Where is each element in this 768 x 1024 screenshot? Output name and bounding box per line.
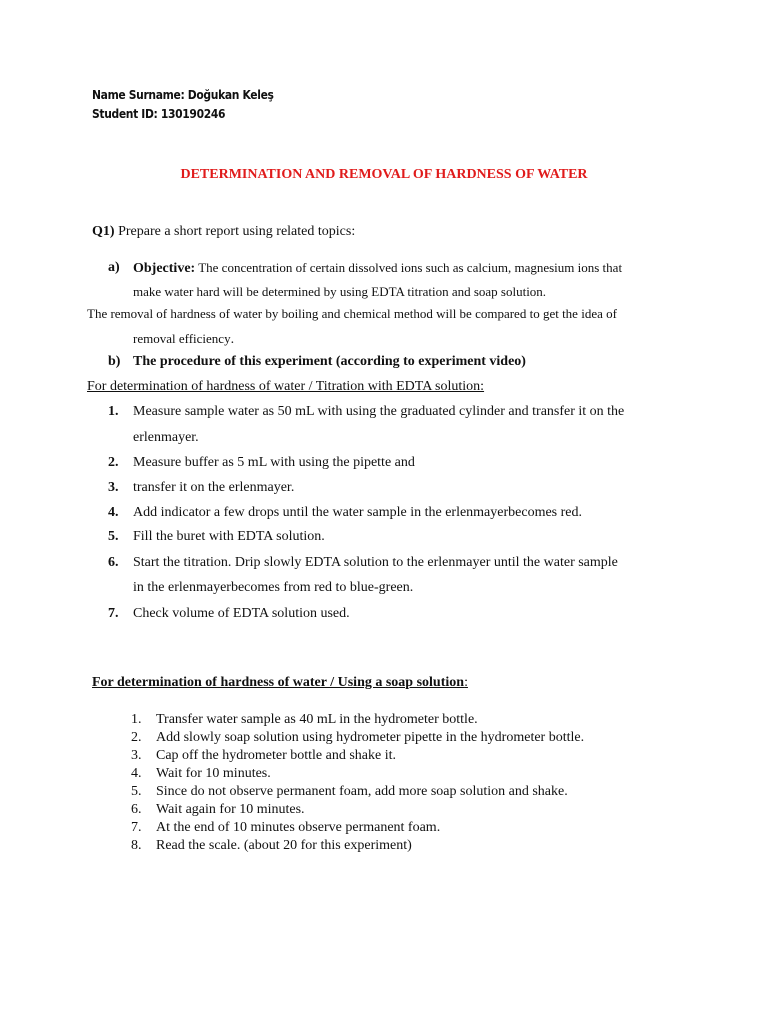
edta-step-6-number: 6. — [108, 555, 119, 570]
soap-section-heading: For determination of hardness of water / Using a soap solution — [92, 675, 465, 690]
edta-step-1-text: Measure sample water as 50 mL with using the graduated cylinder and transfer it on the — [133, 404, 625, 419]
edta-section-heading: For determination of hardness of water / Titration with EDTA solution: — [87, 379, 485, 394]
edta-step-1-number: 1. — [108, 404, 119, 419]
edta-step-5-text: Fill the buret with EDTA solution. — [133, 529, 325, 544]
edta-step-2-text: Measure buffer as 5 mL with using the pipette and — [133, 455, 415, 470]
edta-step-7-number: 7. — [108, 606, 119, 621]
soap-step-3-number: 3. — [131, 748, 142, 763]
soap-step-7-text: At the end of 10 minutes observe permanent foam. — [156, 820, 441, 835]
name-surname-line: Name Surname: Doğukan Keleş — [92, 87, 274, 102]
objective-line-2: make water hard will be determined by using EDTA titration and soap solution. — [133, 284, 547, 299]
procedure-heading: The procedure of this experiment (according to experiment video) — [133, 354, 526, 369]
q1-paren: ) — [109, 224, 115, 239]
objective-label: Objective: — [133, 261, 196, 276]
objective-marker: a) — [108, 260, 120, 275]
objective-text-4: removal efficiency — [133, 331, 231, 346]
q1-label: Q1 — [92, 224, 110, 239]
soap-step-7-number: 7. — [131, 820, 142, 835]
edta-step-1-text-cont: erlenmayer. — [133, 430, 199, 445]
soap-step-2-text: Add slowly soap solution using hydrometer pipette in the hydrometer bottle. — [156, 730, 585, 745]
soap-section-heading-colon: : — [464, 675, 468, 690]
q1-prompt — [92, 224, 355, 240]
student-id-line: Student ID: 130190246 — [92, 106, 226, 121]
objective-text-4-end: . — [230, 332, 235, 347]
soap-step-8-text: Read the scale. (about 20 for this experiment) — [156, 838, 412, 853]
procedure-marker: b) — [108, 354, 121, 369]
edta-step-5-number: 5. — [108, 529, 119, 544]
objective-line-1 — [133, 259, 622, 277]
soap-step-6-number: 6. — [131, 802, 142, 817]
soap-step-8-number: 8. — [131, 838, 142, 853]
edta-step-3-text: transfer it on the erlenmayer. — [133, 480, 295, 495]
objective-line-3: The removal of hardness of water by boiling and chemical method will be compared to get the idea of — [87, 306, 617, 321]
soap-step-3-text: Cap off the hydrometer bottle and shake it. — [156, 748, 397, 763]
soap-step-2-number: 2. — [131, 730, 142, 745]
soap-step-5-text: Since do not observe permanent foam, add more soap solution and shake. — [156, 784, 568, 799]
soap-step-4-text: Wait for 10 minutes. — [156, 766, 271, 781]
soap-step-1-text: Transfer water sample as 40 mL in the hydrometer bottle. — [156, 712, 478, 727]
soap-step-4-number: 4. — [131, 766, 142, 781]
objective-text-1: The concentration of certain dissolved ions such as calcium, magnesium ions that — [195, 260, 623, 275]
q1-text: Prepare a short report using related topics: — [114, 224, 356, 239]
objective-line-4 — [133, 330, 234, 348]
edta-step-4-text: Add indicator a few drops until the water sample in the erlenmayerbecomes red. — [133, 505, 583, 520]
soap-section-heading-line — [92, 675, 468, 691]
edta-step-7-text: Check volume of EDTA solution used. — [133, 606, 350, 621]
edta-step-4-number: 4. — [108, 505, 119, 520]
soap-step-5-number: 5. — [131, 784, 142, 799]
edta-step-6-text: Start the titration. Drip slowly EDTA solution to the erlenmayer until the water sample — [133, 555, 618, 570]
edta-step-6-text-cont: in the erlenmayerbecomes from red to blue-green. — [133, 580, 414, 595]
soap-step-1-number: 1. — [131, 712, 142, 727]
soap-step-6-text: Wait again for 10 minutes. — [156, 802, 305, 817]
edta-step-2-number: 2. — [108, 455, 119, 470]
document-title: DETERMINATION AND REMOVAL OF HARDNESS OF WATER — [180, 167, 588, 182]
edta-step-3-number: 3. — [108, 480, 119, 495]
